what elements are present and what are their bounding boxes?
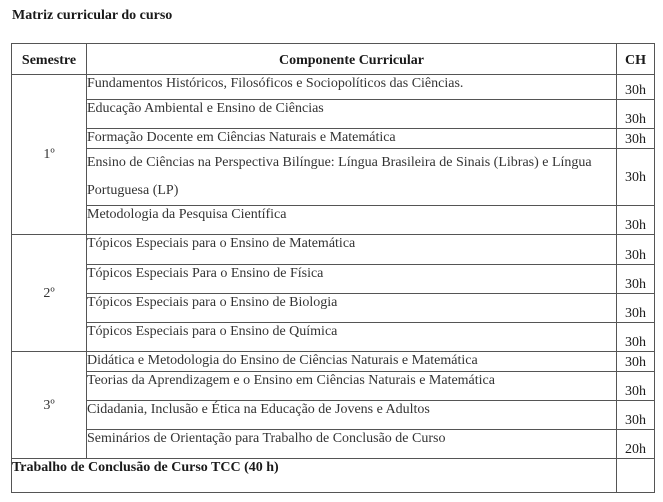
component-cell: Educação Ambiental e Ensino de Ciências [87,100,617,129]
ch-cell: 30h [617,352,655,372]
component-cell: Fundamentos Históricos, Filosóficos e Sociopolíticos das Ciências. [87,75,617,100]
header-semester: Semestre [12,44,87,75]
tcc-ch-cell [617,459,655,493]
ch-cell: 30h [617,206,655,235]
header-ch: CH [617,44,655,75]
ch-cell: 30h [617,75,655,100]
ch-cell: 30h [617,372,655,401]
component-cell: Teorias da Aprendizagem e o Ensino em Ciências Naturais e Matemática [87,372,617,401]
component-cell: Tópicos Especiais para o Ensino de Biologia [87,294,617,323]
table-row [12,129,655,149]
component-cell: Tópicos Especiais para o Ensino de Química [87,323,617,352]
component-cell: Ensino de Ciências na Perspectiva Bilíngue: Língua Brasileira de Sinais (Libras) e Língua Portuguesa (LP) [87,149,617,206]
component-cell: Metodologia da Pesquisa Científica [87,206,617,235]
table-row [12,401,655,430]
ch-cell: 30h [617,265,655,294]
component-cell: Tópicos Especiais para o Ensino de Matemática [87,235,617,265]
page-title: Matriz curricular do curso [12,8,173,23]
ch-cell: 30h [617,323,655,352]
ch-cell: 20h [617,430,655,459]
semester-label: 2º [12,235,87,352]
tcc-row [12,459,655,493]
ch-cell: 30h [617,149,655,206]
ch-cell: 30h [617,129,655,149]
header-component: Componente Curricular [87,44,617,75]
table-row [12,265,655,294]
table-row [12,149,655,206]
component-cell: Formação Docente em Ciências Naturais e Matemática [87,129,617,149]
ch-cell: 30h [617,401,655,430]
table-row [12,75,655,100]
semester-label: 1º [12,75,87,235]
table-row [12,323,655,352]
table-row [12,235,655,265]
component-cell: Cidadania, Inclusão e Ética na Educação de Jovens e Adultos [87,401,617,430]
tcc-label: Trabalho de Conclusão de Curso TCC (40 h) [12,459,617,493]
component-cell: Didática e Metodologia do Ensino de Ciências Naturais e Matemática [87,352,617,372]
table-row [12,372,655,401]
table-row [12,352,655,372]
table-row [12,294,655,323]
table-row [12,100,655,129]
ch-cell: 30h [617,100,655,129]
curriculum-table [11,43,655,493]
component-cell: Tópicos Especiais Para o Ensino de Física [87,265,617,294]
table-row [12,430,655,459]
component-cell: Seminários de Orientação para Trabalho de Conclusão de Curso [87,430,617,459]
semester-label: 3º [12,352,87,459]
ch-cell: 30h [617,294,655,323]
table-header-row [12,44,655,75]
ch-cell: 30h [617,235,655,265]
table-row [12,206,655,235]
